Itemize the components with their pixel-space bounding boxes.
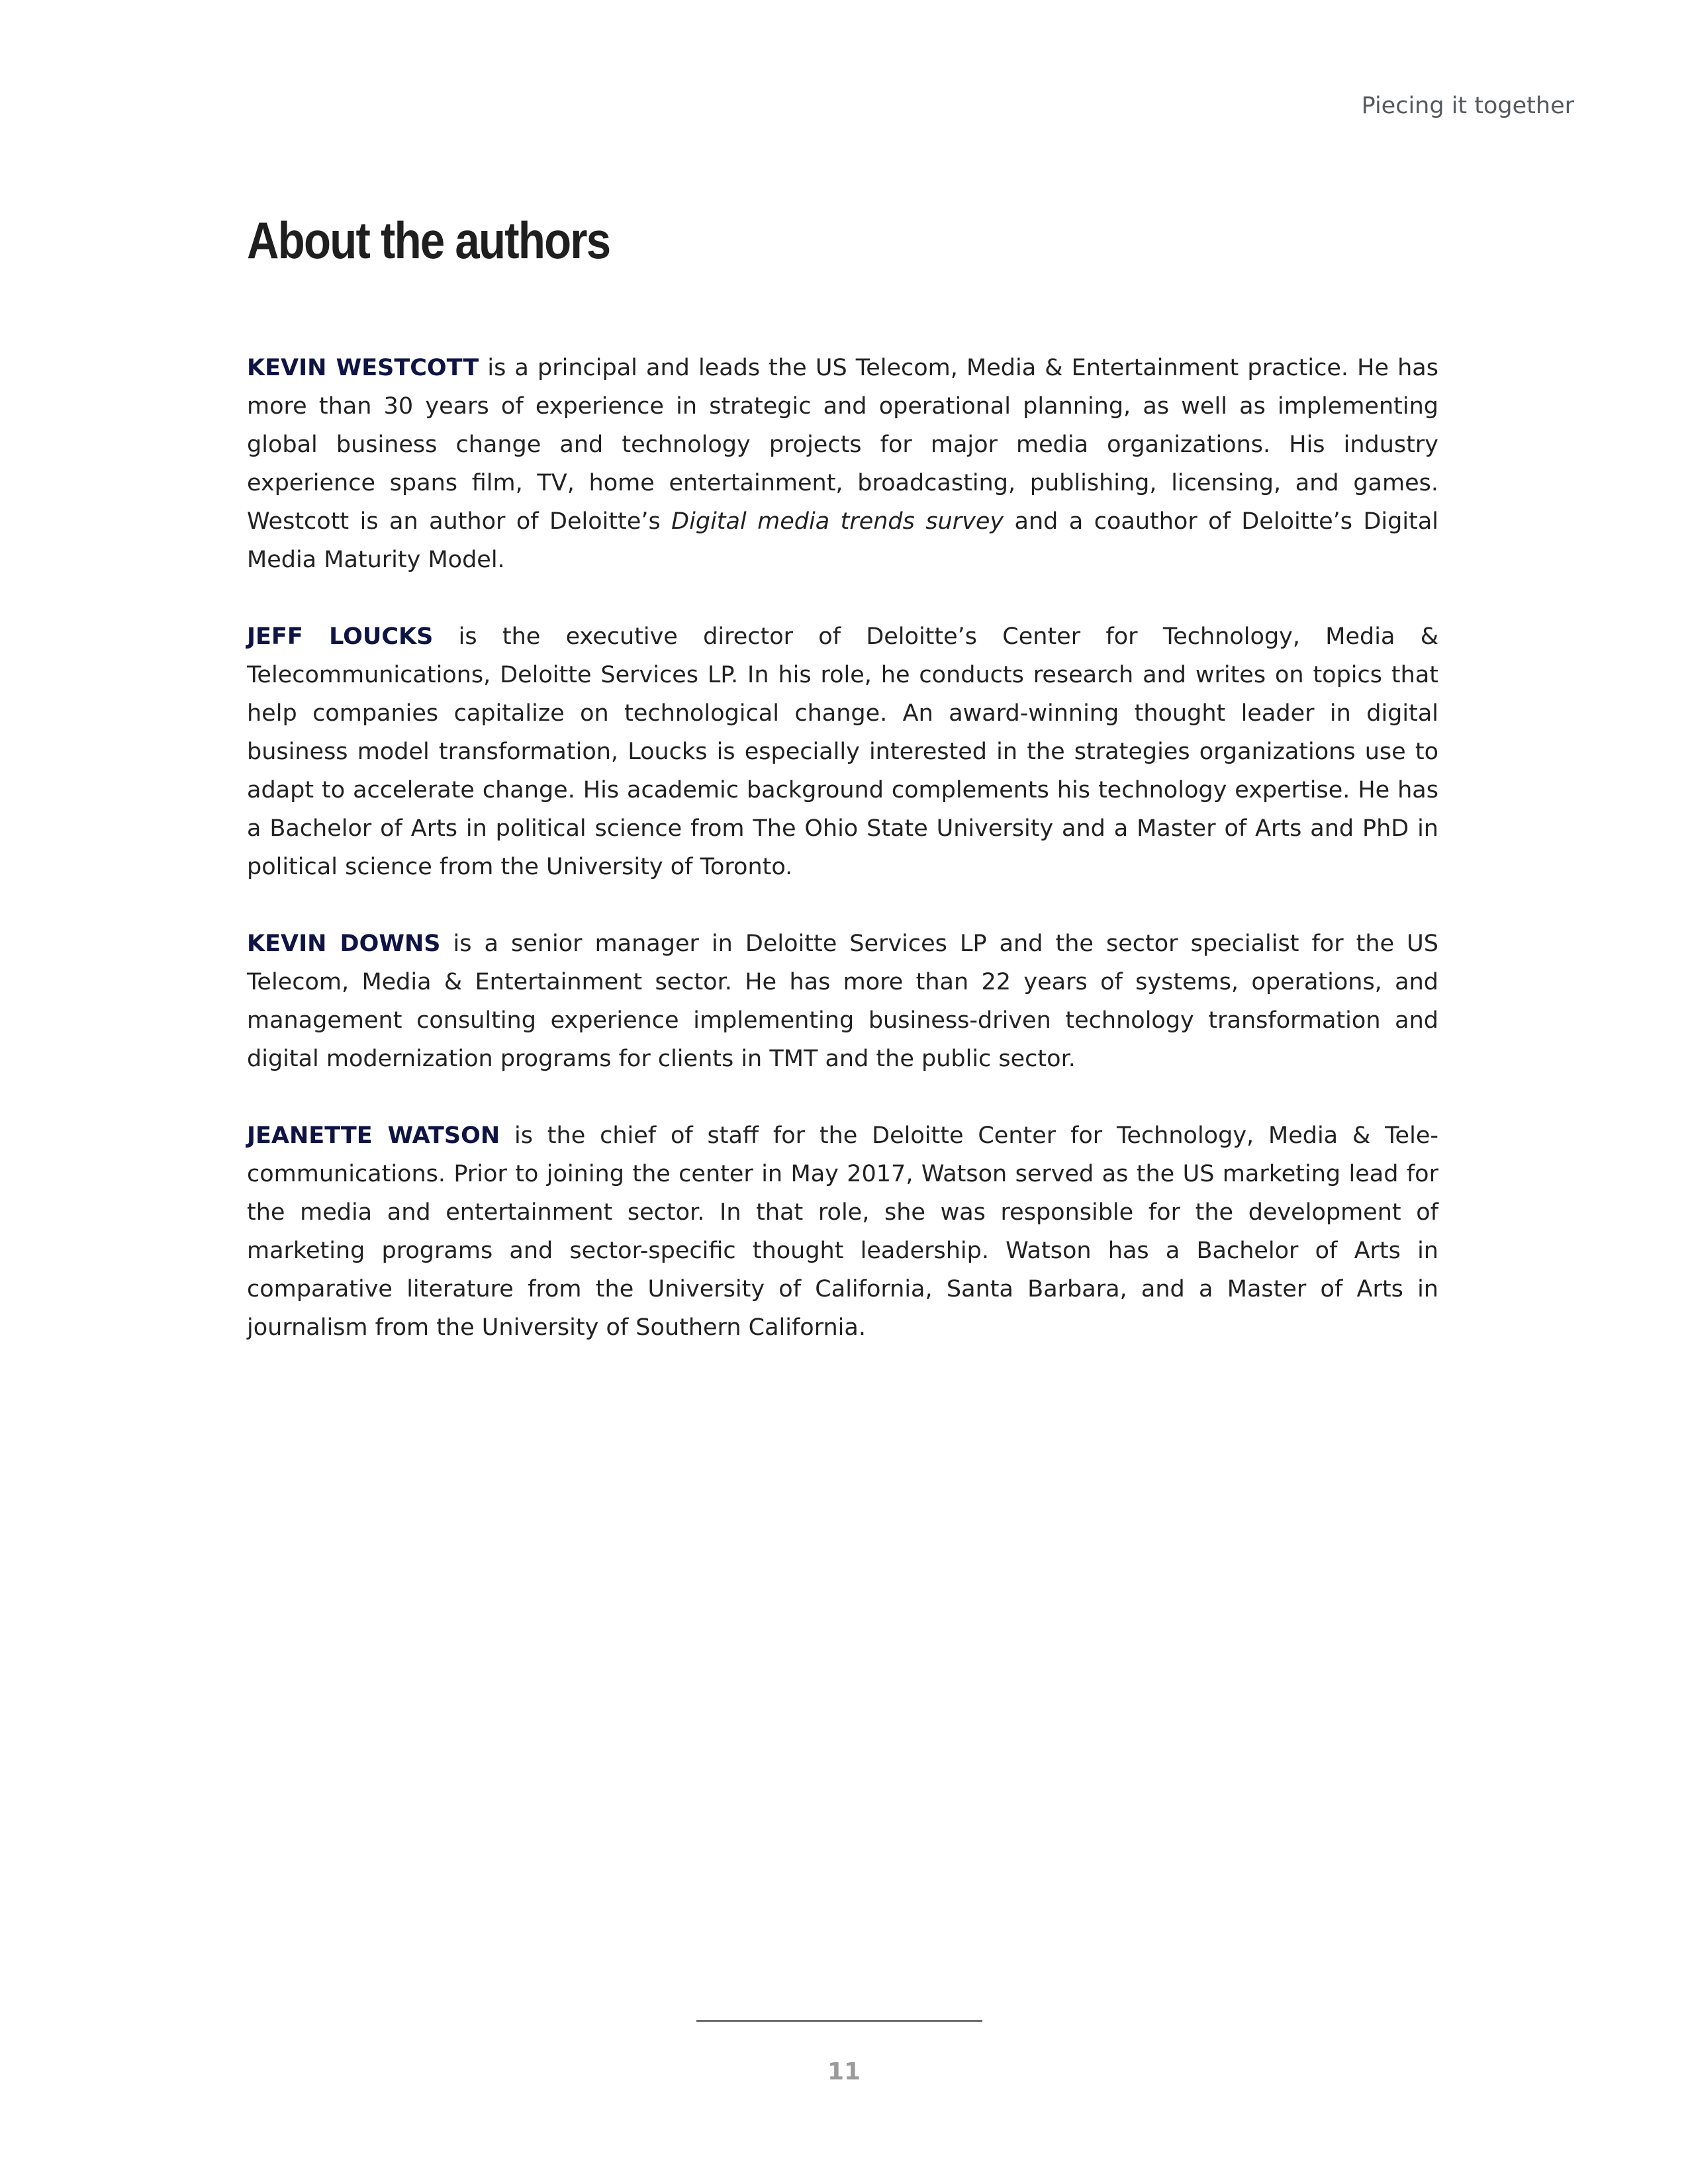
bio-text: and a coauthor of Deloitte’s Digital Media Maturity Model. bbox=[247, 508, 1438, 573]
author-name: JEANETTE WATSON bbox=[247, 1122, 500, 1149]
bio-text: is a senior manager in Deloitte Services LP and the sector specialist for the US Telecom, Media & Entertainment sector. He has more than 22 years of systems, operations, and management consulting experience implementing business-driven technology transformation and digital modernization programs for clients in TMT and the public sector. bbox=[247, 931, 1438, 1072]
bio-jeanette-watson bbox=[247, 1116, 1438, 1347]
author-name: JEFF LOUCKS bbox=[247, 623, 434, 650]
bio-text: is a principal and leads the US Telecom, Media & Entertainment practice. He has more than 30 years of experience in strategic and operational planning, as well as implementing global business change and technology projects for major media organizations. His industry experience spans film, TV, home entertainment, broadcasting, publishing, licensing, and games. Westcott is an author of Deloitte’s bbox=[247, 355, 1438, 535]
running-header: Piecing it together bbox=[1361, 93, 1574, 119]
footer-divider bbox=[696, 2020, 982, 2022]
page-number: 11 bbox=[827, 2058, 861, 2085]
bio-kevin-downs bbox=[247, 925, 1438, 1078]
author-bios bbox=[247, 349, 1438, 1385]
publication-title: Digital media trends survey bbox=[671, 508, 1004, 535]
bio-jeff-loucks bbox=[247, 617, 1438, 886]
bio-text: is the executive director of Deloitte’s Center for Technology, Media & Telecommunications, Deloitte Services LP. In his role, he conducts research and writes on topics that help companies capitalize on technological change. An award-winning thought leader in digital business model transformation, Loucks is especially interested in the strategies organizations use to adapt to accelerate change. His academic background complements his technology expertise. He has a Bachelor of Arts in political science from The Ohio State University and a Master of Arts and PhD in political science from the University of Toronto. bbox=[247, 623, 1438, 880]
page-title: About the authors bbox=[247, 211, 610, 269]
author-name: KEVIN WESTCOTT bbox=[247, 355, 479, 381]
author-name: KEVIN DOWNS bbox=[247, 931, 441, 957]
bio-kevin-westcott bbox=[247, 349, 1438, 579]
bio-text: is the chief of staff for the Deloitte Center for Technology, Media & Telecommunications. Prior to joining the center in May 2017, Watson served as the US marketing lead for the media and entertainment sector. In that role, she was responsible for the development of marketing programs and sector-specific thought leadership. Watson has a Bachelor of Arts in comparative literature from the University of California, Santa Barbara, and a Master of Arts in journalism from the University of Southern California. bbox=[247, 1122, 1438, 1341]
